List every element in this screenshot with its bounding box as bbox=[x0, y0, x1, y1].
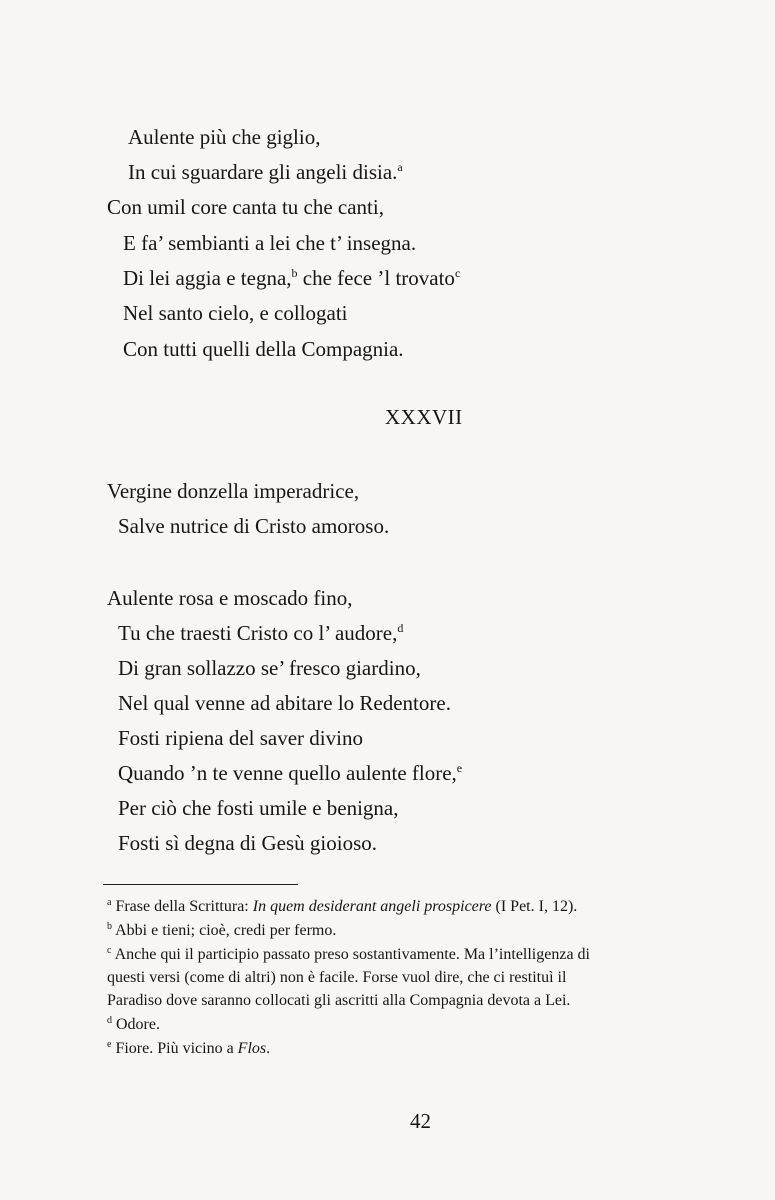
footnote-ref: b bbox=[291, 266, 298, 280]
stanza-line: Quando ’n te venne quello aulente flore,$^e$ bbox=[118, 761, 463, 785]
footnote-mark: c bbox=[107, 945, 112, 956]
stanza-line: Nel qual venne ad abitare lo Redentore. bbox=[118, 691, 451, 715]
footnote-mark: a bbox=[107, 897, 112, 908]
refrain-line: Salve nutrice di Cristo amoroso. bbox=[118, 514, 390, 538]
footnote-c: $^c$ Anche qui il participio passato preso sostantivamente. Ma l’intelligenza di bbox=[107, 945, 590, 963]
stanza-line: Tu che traesti Cristo co l’ audore,$^d$ bbox=[118, 621, 404, 645]
page-number: 42 bbox=[410, 1109, 431, 1133]
section-heading: XXXVII bbox=[385, 405, 463, 429]
poem-line: Nel santo cielo, e collogati bbox=[123, 301, 348, 325]
poem-line: Aulente più che giglio, bbox=[128, 125, 321, 149]
footnote-ref: c bbox=[454, 266, 461, 280]
stanza-line: Fosti ripiena del saver divino bbox=[118, 726, 363, 750]
footnote-mark: b bbox=[107, 921, 112, 932]
footnote-ref: e bbox=[456, 761, 463, 775]
poem-line: Con umil core canta tu che canti, bbox=[107, 195, 384, 219]
poem-line: In cui sguardare gli angeli disia.$^a$ bbox=[128, 160, 403, 184]
footnote-a: $^a$ Frase della Scrittura: In quem desiderant angeli prospicere (I Pet. I, 12). bbox=[107, 897, 578, 915]
stanza-line: Di gran sollazzo se’ fresco giardino, bbox=[118, 656, 421, 680]
footnote-mark: e bbox=[107, 1039, 112, 1050]
stanza-line: Fosti sì degna di Gesù gioioso. bbox=[118, 831, 378, 855]
footnote-c-continuation: questi versi (come di altri) non è facile. Forse vuol dire, che ci restituì il bbox=[107, 969, 567, 986]
poem-line: Di lei aggia e tegna,$^b$ che fece ’l trovato$^c$ bbox=[123, 266, 461, 290]
footnote-ref: d bbox=[397, 621, 404, 635]
footnote-b: $^b$ Abbi e tieni; cioè, credi per fermo. bbox=[107, 921, 337, 939]
footnote-ref: a bbox=[397, 160, 403, 174]
poem-line: E fa’ sembianti a lei che t’ insegna. bbox=[123, 231, 417, 255]
footnote-e: $^e$ Fiore. Più vicino a Flos. bbox=[107, 1039, 271, 1057]
footnote-divider bbox=[103, 884, 298, 885]
stanza-line: Aulente rosa e moscado fino, bbox=[107, 586, 353, 610]
poem-line: Con tutti quelli della Compagnia. bbox=[123, 337, 404, 361]
refrain-line: Vergine donzella imperadrice, bbox=[107, 479, 360, 503]
stanza-line: Per ciò che fosti umile e benigna, bbox=[118, 796, 399, 820]
footnote-mark: d bbox=[107, 1015, 112, 1026]
footnote-c-continuation: Paradiso dove saranno collocati gli ascritti alla Compagnia devota a Lei. bbox=[107, 992, 571, 1009]
footnote-d: $^d$ Odore. bbox=[107, 1015, 160, 1033]
